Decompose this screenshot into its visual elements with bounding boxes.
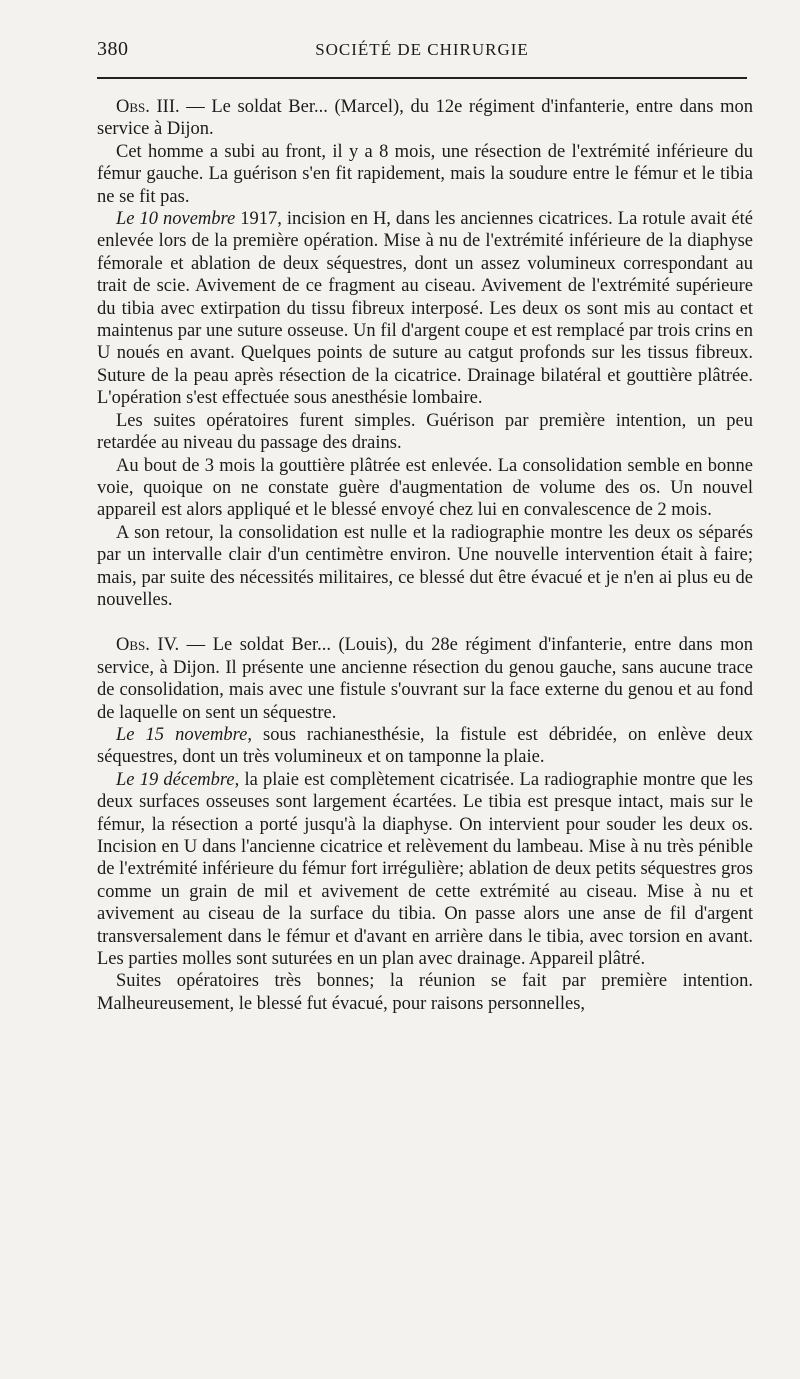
obs-3-heading [97,96,753,141]
page-header [97,38,747,64]
obs-4-paragraph-1 [97,724,753,769]
obs-3-paragraph-4: Au bout de 3 mois la gouttière plâtrée est enlevée. La consolidation semble en bonne voie, quoique on ne constate guère d'augmentation de volume des os. Un nouvel appareil est alors appliqué et le blessé envoyé chez lui en convalescence de 2 mois. [97,455,753,521]
obs-3-paragraph-1: Cet homme a subi au front, il y a 8 mois, une résection de l'extrémité inférieure du fémur gauche. La guérison s'en fit rapidement, mais la soudure entre le fémur et le tibia ne se fit pas. [97,141,753,207]
obs-3-label: Obs [116,97,146,117]
obs-4-date-1: Le 15 novembre [116,724,248,745]
body-text [97,96,753,1015]
obs-4-paragraph-2-text: , la plaie est complètement cicatrisée. La radiographie montre que les deux surfaces osseuses sont largement écartées. Le tibia est presque intact, mais sur le fémur, la résection a porté jusqu'à la diaphyse. On intervient pour souder les deux os. Incision en U dans l'ancienne cicatrice et relèvement du lambeau. Mise à nu très pénible de l'extrémité inférieure du fémur fort irrégulière; ablation de deux petits séquestres gros comme un grain de mil et avivement de cette extrémité au ciseau. Mise à nu et avivement au ciseau de la surface du tibia. On passe alors une anse de fil d'argent transversalement dans le fémur et d'avant en arrière dans le tibia, avec torsion en avant. Les parties molles sont suturées en un plan avec drainage. Appareil plâtré. [97,769,753,970]
header-rule [97,77,747,79]
obs-4-heading [97,634,753,724]
obs-4-label: Obs [116,635,146,656]
obs-3-paragraph-2 [97,208,753,410]
obs-4-paragraph-3: Suites opératoires très bonnes; la réunion se fait par première intention. Malheureusement, le blessé fut évacué, pour raisons personnelles, [97,971,753,1014]
obs-3-heading-text: . III. — Le soldat Ber... (Marcel), du 12e régiment d'infanterie, entre dans mon service à Dijon. [97,97,753,140]
page-number: 380 [97,38,129,60]
obs-3-paragraph-5: A son retour, la consolidation est nulle et la radiographie montre les deux os séparés par un intervalle clair d'un centimètre environ. Une nouvelle intervention était à faire; mais, par suite des nécessités militaires, ce blessé dut être évacué et je n'en ai plus eu de nouvelles. [97,522,753,610]
obs-4-paragraph-1-text: , sous rachianesthésie, la fistule est débridée, on enlève deux séquestres, dont un très volumineux et on tamponne la plaie. [97,724,753,768]
obs-4-date-2: Le 19 décembre [116,769,235,790]
obs-3-paragraph-2-text: 1917, incision en H, dans les anciennes cicatrices. La rotule avait été enlevée lors de la première opération. Mise à nu de l'extrémité inférieure de la diaphyse fémorale et ablation de deux séquestres, dont un assez volumineux correspondant au trait de scie. Avivement de ce fragment au ciseau. Avivement de l'extrémité supérieure du tibia avec extirpation du tissu fibreux interposé. Les deux os sont mis au contact et maintenus par une suture osseuse. Un fil d'argent coupe et est remplacé par trois crins en U noués en avant. Quelques points de suture au catgut profonds sur les tissus fibreux. Suture de la peau après résection de la cicatrice. Drainage bilatéral et gouttière plâtrée. L'opération s'est effectuée sous anesthésie lombaire. [97,209,753,409]
section-gap [97,611,753,634]
running-head: SOCIÉTÉ DE CHIRURGIE [315,40,529,59]
obs-3-date: Le 10 novembre [116,209,236,230]
obs-3-paragraph-3: Les suites opératoires furent simples. Guérison par première intention, un peu retardée au niveau du passage des drains. [97,410,753,454]
obs-4-heading-text: . IV. — Le soldat Ber... (Louis), du 28e régiment d'infanterie, entre dans mon service, à Dijon. Il présente une ancienne résection du genou gauche, sans aucune trace de consolidation, mais avec une fistule s'ouvrant sur la face externe du genou et au fond de laquelle on sent un séquestre. [97,635,753,723]
obs-4-paragraph-2 [97,769,753,971]
